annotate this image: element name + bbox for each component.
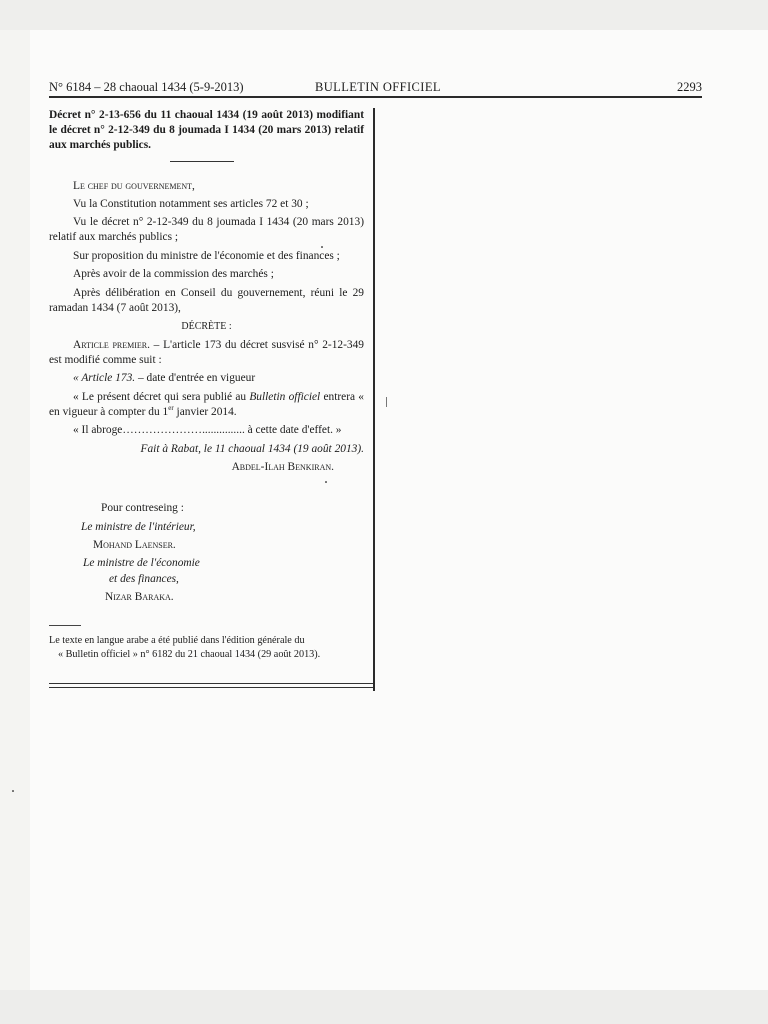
countersign-block [49, 501, 364, 605]
quote-entry-into-force [49, 390, 364, 420]
visa-council: Après délibération en Conseil du gouvernement, réuni le 29 ramadan 1434 (7 août 2013), [49, 286, 364, 314]
decree-author: Le chef du gouvernement, [73, 179, 195, 192]
minister2-title-line2: et des finances, [109, 572, 179, 585]
quote-text: « Le présent décret qui sera publié au [73, 390, 250, 403]
quote-article-suffix: date d'entrée en vigueur [143, 372, 256, 385]
scan-margin-bottom [0, 990, 768, 1024]
footnote-rule [49, 625, 81, 626]
minister2-name: Nizar Baraka. [105, 590, 174, 603]
quote-text: janvier 2014. [173, 405, 237, 418]
decree-column [49, 108, 364, 608]
done-at: Fait à Rabat, le 11 chaoual 1434 (19 août 2013). [140, 442, 364, 455]
scan-mark [386, 397, 387, 407]
title-separator [170, 161, 234, 162]
publication-title: BULLETIN OFFICIEL [315, 80, 441, 94]
article-label: Article premier. [73, 338, 150, 351]
visa-constitution: Vu la Constitution notamment ses articles 72 et 30 ; [73, 197, 309, 210]
minister2-title-line1: Le ministre de l'économie [83, 557, 200, 570]
footnote [49, 634, 364, 662]
countersign-label: Pour contreseing : [101, 502, 184, 515]
visa-commission: Après avoir de la commission des marchés ; [73, 268, 274, 281]
quote-abrogation: « Il abroge…………………............... à cette date d'effet. » [73, 424, 342, 437]
quote-text: entrera « en vigueur à compter du 1 [49, 390, 364, 418]
footnote-line2: « Bulletin officiel » n° 6182 du 21 chaoual 1434 (29 août 2013). [58, 649, 321, 660]
bottom-double-rule [49, 683, 373, 688]
visa-decree: Vu le décret n° 2-12-349 du 8 joumada I 1434 (20 mars 2013) relatif aux marchés publics ; [49, 216, 364, 244]
decrete-heading: DÉCRÈTE : [181, 321, 232, 333]
page-number: 2293 [677, 80, 702, 94]
visa-proposal: Sur proposition du ministre de l'économie et des finances ; [73, 249, 340, 262]
quote-article [49, 371, 364, 386]
quote-article-title: « Article 173. – [73, 372, 144, 385]
quote-bulletin-name: Bulletin officiel [249, 390, 321, 403]
header-rule [49, 96, 702, 98]
article-text: – L'article 173 du décret susvisé n° 2-12-349 est modifié comme suit : [49, 338, 364, 366]
article-premier [49, 338, 364, 368]
issue-number: N° 6184 – 28 chaoual 1434 (5-9-2013) [49, 80, 244, 94]
decree-title: Décret n° 2-13-656 du 11 chaoual 1434 (19 août 2013) modifiant le décret n° 2-12-349 du 8 joumada I 1434 (20 mars 2013) relatif aux marchés publics. [49, 109, 364, 152]
scan-speck [12, 790, 14, 792]
minister1-name: Mohand Laenser. [93, 538, 176, 551]
footnote-line1: Le texte en langue arabe a été publié dans l'édition générale du [49, 635, 305, 646]
signatory-name: Abdel-Ilah Benkiran. [231, 460, 334, 473]
minister1-title: Le ministre de l'intérieur, [81, 520, 196, 533]
column-divider [373, 108, 375, 691]
quote-superscript: er [168, 403, 174, 412]
scan-margin-top [0, 0, 768, 30]
